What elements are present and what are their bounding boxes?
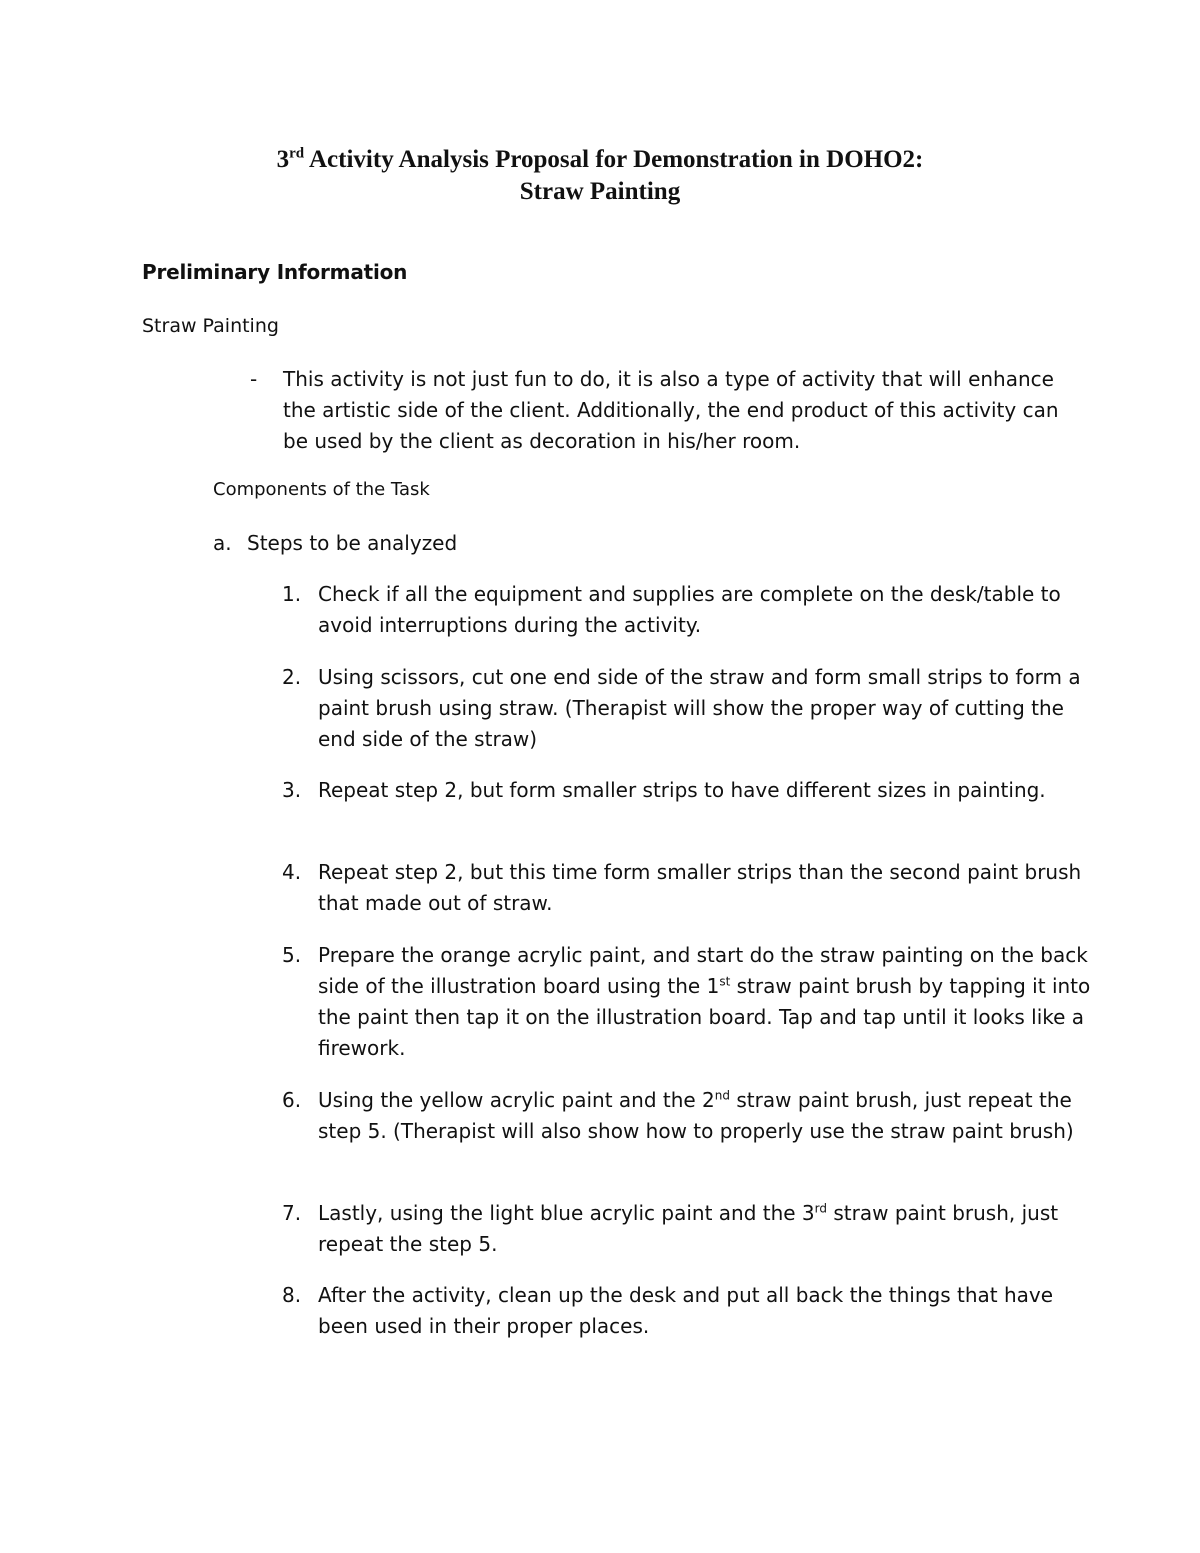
- step-text: Lastly, using the light blue acrylic paint and the 3rd straw paint brush, just repeat the step 5.: [318, 1201, 1059, 1256]
- step-number: 1.: [282, 582, 302, 606]
- title-ordinal-suffix: rd: [289, 145, 305, 162]
- step-number: 6.: [282, 1088, 302, 1112]
- bullet-marker: -: [250, 367, 258, 391]
- step-text: Repeat step 2, but form smaller strips to have different sizes in painting.: [318, 778, 1046, 802]
- step-text: Using the yellow acrylic paint and the 2nd straw paint brush, just repeat the step 5. (Therapist will also show how to properly use the straw paint brush): [318, 1088, 1074, 1143]
- document-subtitle: Straw Painting: [519, 178, 681, 205]
- step-number: 5.: [282, 943, 302, 967]
- step-text: Repeat step 2, but this time form smaller strips than the second paint brush that made out of straw.: [318, 860, 1082, 915]
- step-number: 2.: [282, 665, 302, 689]
- document-title: [0, 144, 1200, 176]
- components-label: Components of the Task: [213, 479, 430, 500]
- step-text: Using scissors, cut one end side of the straw and form small strips to form a paint brush using straw. (Therapist will show the proper way of cutting the end side of the straw): [318, 665, 1081, 751]
- step-number: 8.: [282, 1283, 302, 1307]
- sublist-text: Steps to be analyzed: [247, 531, 458, 555]
- section-heading: Preliminary Information: [142, 260, 408, 284]
- step-number: 4.: [282, 860, 302, 884]
- step-text: After the activity, clean up the desk and put all back the things that have been used in their proper places.: [318, 1283, 1054, 1338]
- title-text: Activity Analysis Proposal for Demonstration in DOHO2:: [304, 146, 924, 173]
- step-number: 3.: [282, 778, 302, 802]
- step-text: Prepare the orange acrylic paint, and start do the straw painting on the back side of the illustration board using the 1st straw paint brush by tapping it into the paint then tap it on the illustration board. Tap and tap until it looks like a firework.: [318, 943, 1091, 1060]
- activity-description: This activity is not just fun to do, it is also a type of activity that will enhance the artistic side of the client. Additionally, the end product of this activity can be used by the client as decoration in his/her room.: [283, 367, 1059, 453]
- sublist-marker: a.: [213, 531, 232, 555]
- activity-name: Straw Painting: [142, 315, 279, 337]
- step-text: Check if all the equipment and supplies are complete on the desk/table to avoid interruptions during the activity.: [318, 582, 1061, 637]
- steps-sublist-label: [213, 528, 457, 559]
- step-number: 7.: [282, 1201, 302, 1225]
- title-ordinal: 3: [276, 146, 290, 173]
